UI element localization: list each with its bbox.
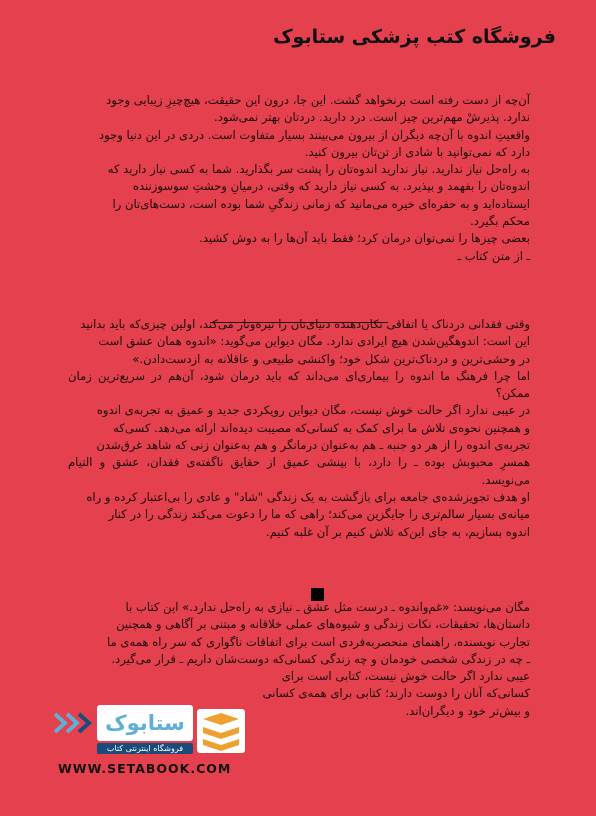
text-line: این است: اندوهگین‌شدن هیچ ایرادی ندارد. مگان دیواین می‌گوید: «اندوه همان عشق است: [98, 334, 530, 349]
excerpt-block: [68, 92, 530, 265]
text-line: کسانی‌که آنان را دوست دارند؛ کتابی برای همه‌ی کسانی: [262, 686, 530, 701]
text-line: تجارب نویسنده، راهنمای منحصربه‌فردی است برای اتفاقات ناگواری که سر راه همه‌ی ما: [107, 634, 530, 649]
website-url[interactable]: WWW.SETABOOK.COM: [58, 761, 232, 776]
text-line: و همچنین نحوه‌ی تلاش ما برای کمک به کسانی‌که مصیبت دیده‌اند ارائه می‌دهد. کسی‌که: [113, 420, 530, 435]
text-line: دارد که نمی‌توانید با شادی از تن‌تان بیرون کنید.: [304, 144, 530, 159]
text-line: ندارد. پذیرشْ مهم‌ترین چیز است. درد دارید. دردتان بهتر نمی‌شود.: [214, 110, 530, 125]
text-line: عیبی ندارد اگر حالت خوش نیست، کتابی است برای: [281, 669, 530, 684]
text-line: داستان‌ها، تحقیقات، نکات زندگی و شیوه‌های عملی خلاقانه و مبتنی بر آگاهی و همچنین: [116, 617, 530, 632]
text-line: اندوه بسازیم، به جای این‌که تلاش کنیم بر آن غلبه کنیم.: [265, 524, 530, 539]
text-line: اندوه‌تان را بفهمد و بپذیرد. به کسی نیاز دارید که وقتی، درمیانِ وحشتِ سوسوزننده: [132, 179, 530, 194]
logo-tagline: فروشگاه اینترنتی کتاب: [97, 743, 193, 754]
text-line: ایستاده‌اید و به حفره‌ای خیره می‌مانید که زمانی زندگیِ شما بوده است، دست‌های‌تان را: [112, 196, 530, 211]
text-line: در عیبی ندارد اگر حالت خوش نیست، مگان دیواین رویکردی جدید و عمیق به تجربه‌ی اندوه: [96, 403, 530, 418]
description-block: [68, 316, 530, 541]
summary-block: [68, 599, 530, 720]
text-line: وقتی فقدانی دردناک یا اتفاقی تکان‌دهنده دنیای‌تان را تیره‌وتار می‌کند، اولین چیزی‌که باید بدانید: [80, 317, 530, 331]
logo-wordmark: ستابوک: [97, 705, 193, 741]
text-line: مگان می‌نویسد: «غم‌واندوه ـ درست مثل عشق ـ نیازی به راه‌حل ندارد.» این کتاب با: [125, 600, 530, 614]
text-line: میانه‌ی بسیار سالم‌تری را جایگزین می‌کند؛ راهی که ما را دعوت می‌کند زندگی را در کنار: [108, 507, 530, 522]
text-line: در وحشی‌ترین و دردناک‌ترین شکل خود؛ واکنشی طبیعی و عاقلانه به ازدست‌دادن.»: [132, 351, 530, 366]
text-line: واقعیتِ اندوه با آن‌چه دیگران از بیرون می‌بینند بسیار متفاوت است. دردی در این دنیا وجود: [98, 127, 530, 142]
text-line: محکم بگیرد.: [470, 214, 530, 229]
text-line: او هدف تجویزشده‌ی جامعه برای بازگشت به یک زندگی "شاد" و عادی را بی‌اعتبار کرده و راه: [86, 489, 530, 504]
text-line: بعضی چیزها را نمی‌توان درمان کرد؛ فقط باید آن‌ها را به دوش کشید.: [199, 231, 530, 246]
setabook-logo[interactable]: [51, 705, 256, 757]
text-line: به راه‌حل نیاز ندارید. نیاز ندارید اندوه‌تان را پشت سر بگذارید. شما به کسی نیاز دارید که: [107, 162, 530, 177]
text-line: آن‌چه از دست رفته است برنخواهد گشت. این جا، درون این حقیقت، هیچ‌چیزِ زیبایی وجود: [106, 93, 530, 107]
text-line: همسرِ محبوبش بوده ـ را دارد، با بینشی عمیق از حقایق ناگفته‌ی فقدان، عشق و التیام می‌نویسد.: [68, 455, 530, 487]
text-line: ـ چه در زندگی شخصی خودمان و چه زندگی کسانی‌که دوست‌شان داریم ـ قرار می‌گیرد.: [111, 651, 530, 666]
text-line: تجربه‌ی اندوه را از هر دو جنبه ـ هم به‌عنوان درمانگر و هم به‌عنوان زنی که شاهد غرق‌شدن: [96, 438, 530, 453]
chevrons-icon: [51, 711, 93, 735]
store-title: فروشگاه کتب پزشکی ستابوک: [273, 26, 556, 48]
book-stack-icon: [197, 709, 245, 753]
excerpt-source: ـ از متن کتاب ـ: [457, 248, 530, 263]
text-line: و بیش‌تر خود و دیگران‌اند.: [405, 703, 530, 718]
text-line: اما چرا فرهنگ ما اندوه را بیماری‌ای می‌داند که باید درمان شود، آن‌هم در سریع‌ترین زمان ممکن؟: [68, 368, 530, 401]
